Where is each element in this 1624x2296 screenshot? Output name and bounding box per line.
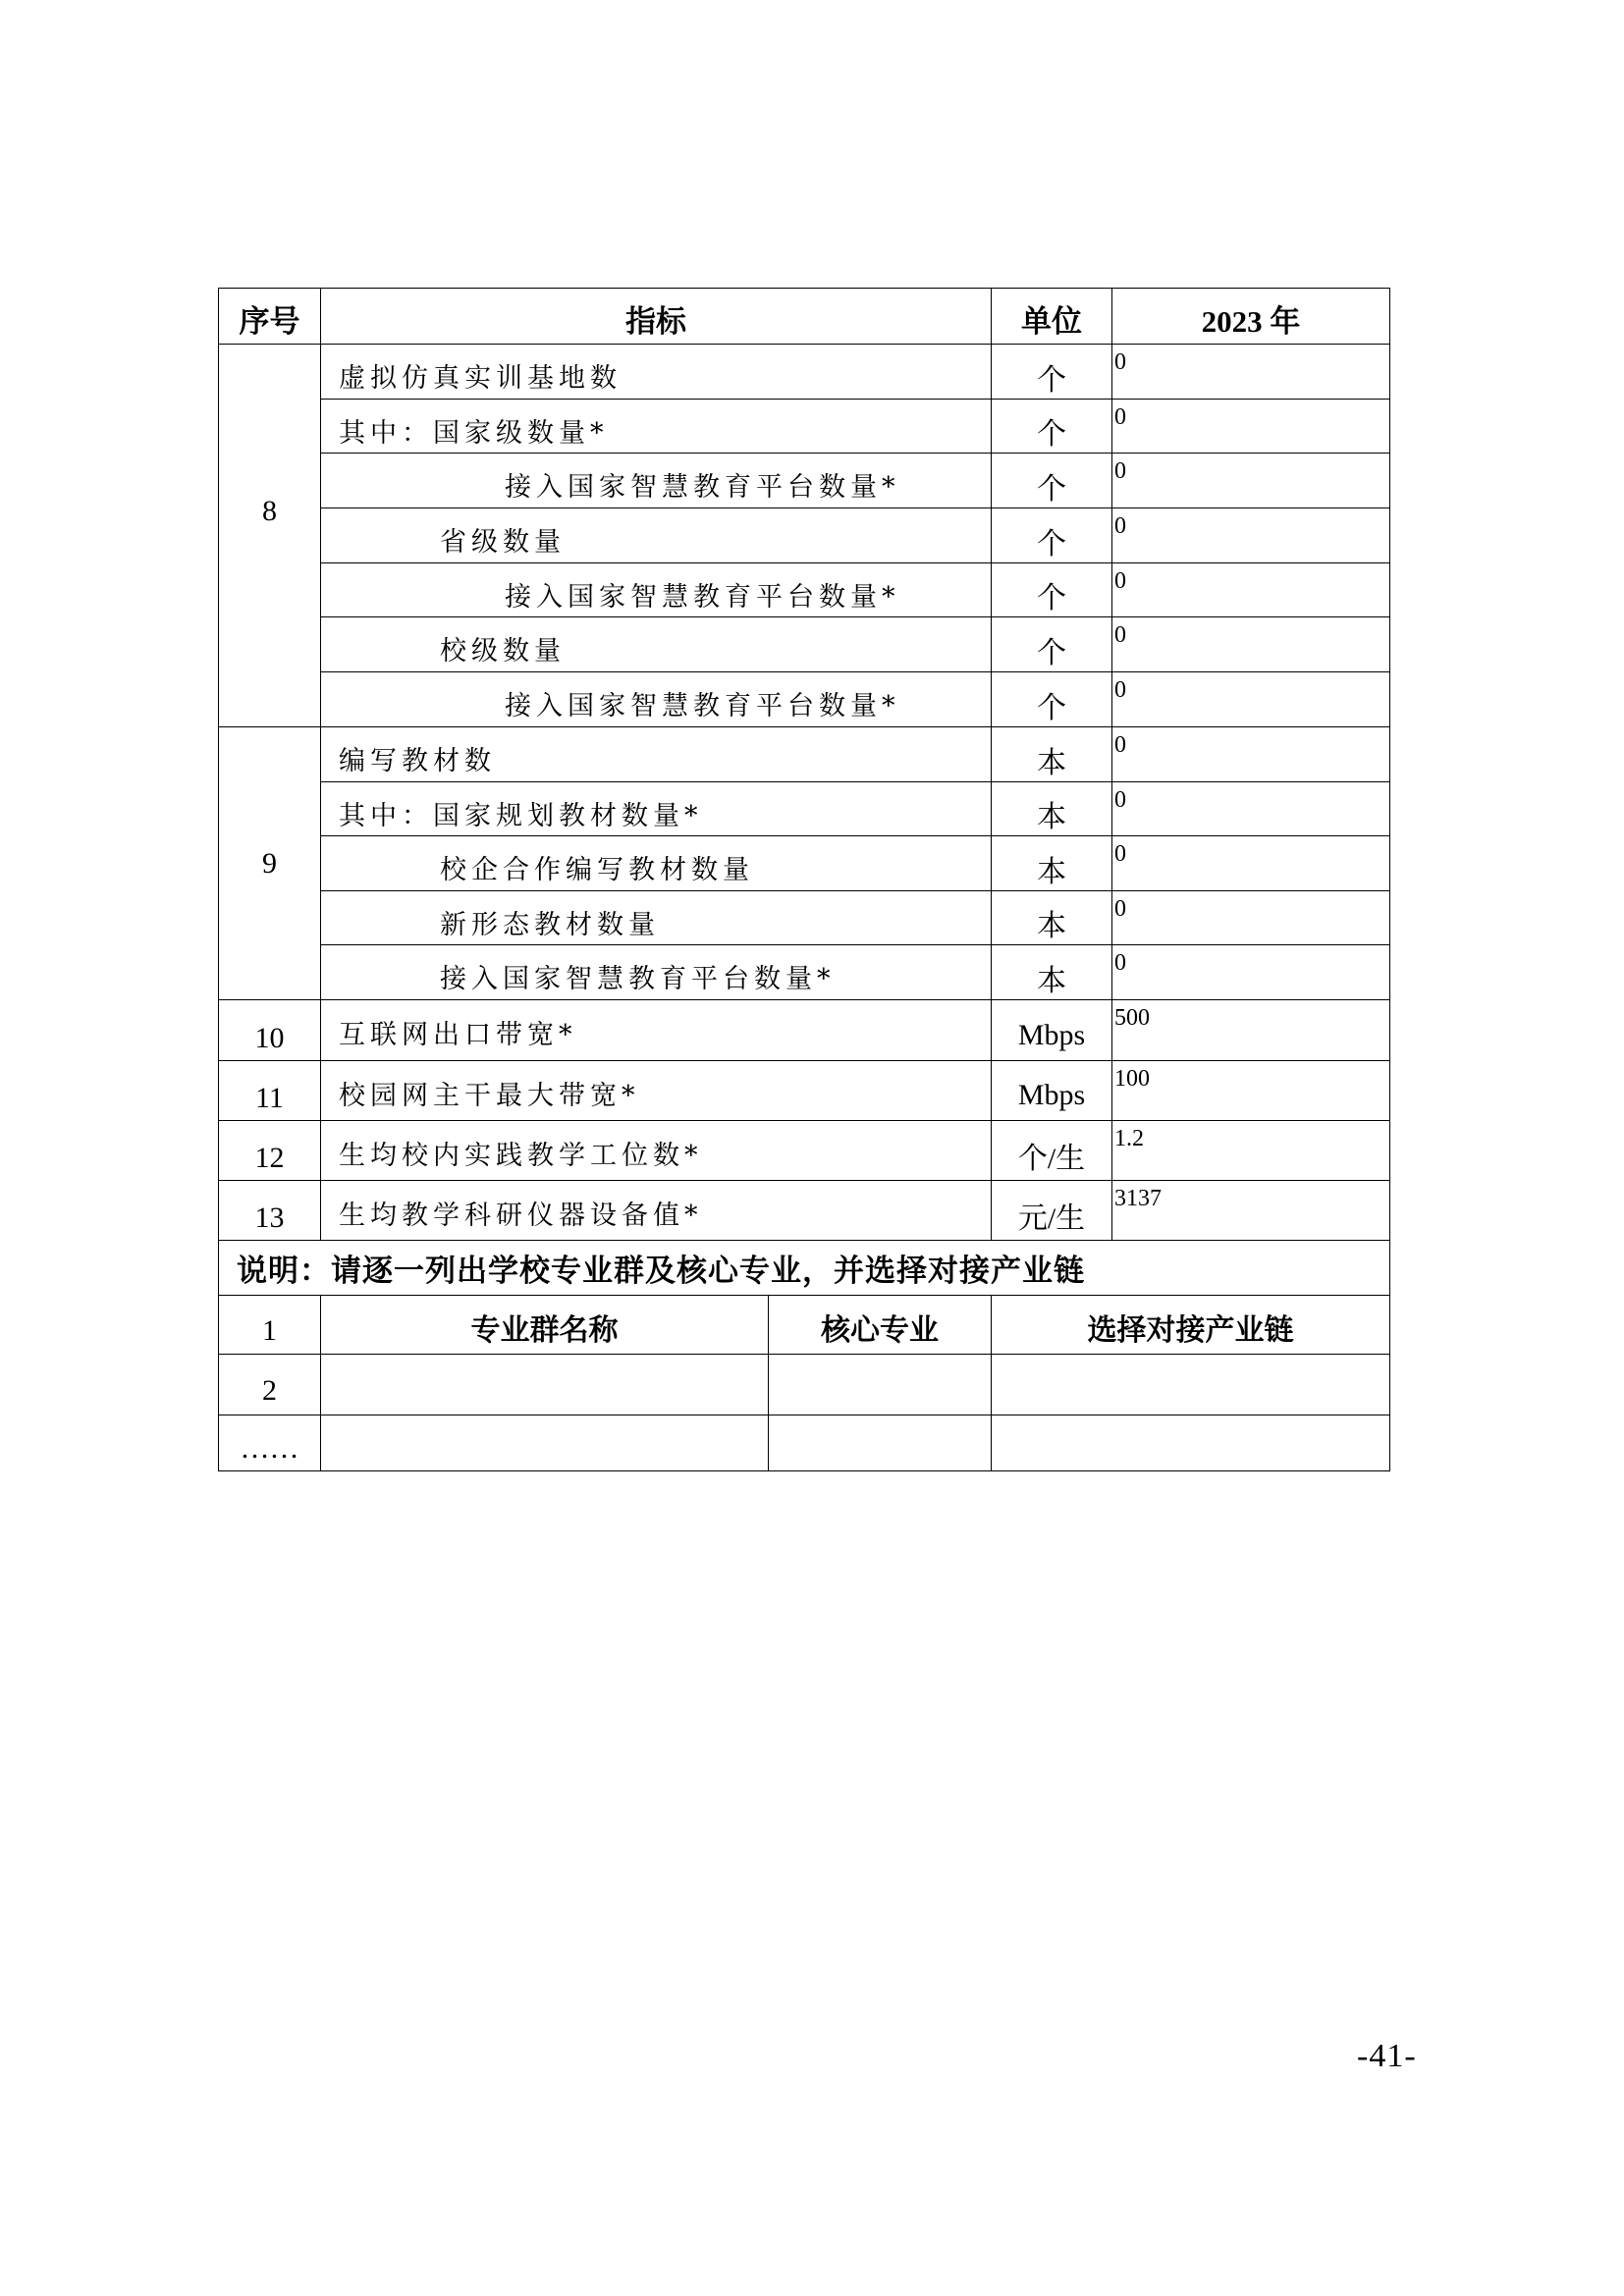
header-no: 序号 bbox=[219, 289, 321, 345]
core-major-cell bbox=[769, 1355, 992, 1415]
value-cell: 100 bbox=[1112, 1061, 1390, 1121]
table-row bbox=[219, 672, 1390, 727]
industry-chain-cell bbox=[992, 1415, 1390, 1471]
value-cell: 0 bbox=[1112, 563, 1390, 617]
table-row bbox=[219, 454, 1390, 508]
unit-cell: 本 bbox=[992, 782, 1112, 836]
unit-cell: 本 bbox=[992, 727, 1112, 782]
table-row bbox=[219, 891, 1390, 945]
table-row bbox=[219, 508, 1390, 563]
subtable-row-no: …… bbox=[219, 1415, 321, 1471]
unit-cell: 元/生 bbox=[992, 1181, 1112, 1241]
subtable-row bbox=[219, 1355, 1390, 1415]
indicator-cell: 编写教材数 bbox=[321, 727, 992, 782]
indicator-cell: 校企合作编写教材数量 bbox=[321, 836, 992, 891]
industry-chain-cell bbox=[992, 1355, 1390, 1415]
indicator-cell: 接入国家智慧教育平台数量* bbox=[321, 454, 992, 508]
value-cell: 3137 bbox=[1112, 1181, 1390, 1241]
unit-cell: Mbps bbox=[992, 1061, 1112, 1121]
indicator-cell: 其中：国家规划教材数量* bbox=[321, 782, 992, 836]
indicator-cell: 互联网出口带宽* bbox=[321, 1000, 992, 1061]
unit-cell: 个 bbox=[992, 672, 1112, 727]
subtable-header-group-name: 专业群名称 bbox=[321, 1296, 769, 1355]
subtable-row-no: 2 bbox=[219, 1355, 321, 1415]
indicator-table bbox=[218, 288, 1390, 1471]
table-row bbox=[219, 836, 1390, 891]
indicator-cell: 生均教学科研仪器设备值* bbox=[321, 1181, 992, 1241]
table-row bbox=[219, 563, 1390, 617]
row-no-cell: 13 bbox=[219, 1181, 321, 1241]
value-cell: 500 bbox=[1112, 1000, 1390, 1061]
unit-cell: 个 bbox=[992, 617, 1112, 672]
indicator-cell: 新形态教材数量 bbox=[321, 891, 992, 945]
row-no-cell: 11 bbox=[219, 1061, 321, 1121]
value-cell: 0 bbox=[1112, 891, 1390, 945]
group-name-cell bbox=[321, 1415, 769, 1471]
table-row bbox=[219, 400, 1390, 454]
value-cell: 0 bbox=[1112, 782, 1390, 836]
unit-cell: 本 bbox=[992, 945, 1112, 1000]
indicator-cell: 生均校内实践教学工位数* bbox=[321, 1121, 992, 1181]
indicator-cell: 接入国家智慧教育平台数量* bbox=[321, 563, 992, 617]
row-no-9: 9 bbox=[219, 727, 321, 1000]
unit-cell: 个 bbox=[992, 400, 1112, 454]
value-cell: 0 bbox=[1112, 672, 1390, 727]
value-cell: 0 bbox=[1112, 727, 1390, 782]
header-unit: 单位 bbox=[992, 289, 1112, 345]
indicator-cell: 其中：国家级数量* bbox=[321, 400, 992, 454]
page-number: -41- bbox=[1357, 2038, 1417, 2074]
row-no-8: 8 bbox=[219, 345, 321, 727]
unit-cell: 个 bbox=[992, 454, 1112, 508]
unit-cell: 个 bbox=[992, 345, 1112, 400]
subtable-header-industry-chain: 选择对接产业链 bbox=[992, 1296, 1390, 1355]
table-row bbox=[219, 617, 1390, 672]
indicator-cell: 校级数量 bbox=[321, 617, 992, 672]
value-cell: 0 bbox=[1112, 454, 1390, 508]
unit-cell: 个 bbox=[992, 563, 1112, 617]
value-cell: 0 bbox=[1112, 345, 1390, 400]
table-row bbox=[219, 1121, 1390, 1181]
core-major-cell bbox=[769, 1415, 992, 1471]
subtable-header-row bbox=[219, 1296, 1390, 1355]
indicator-cell: 省级数量 bbox=[321, 508, 992, 563]
unit-cell: 个/生 bbox=[992, 1121, 1112, 1181]
value-cell: 0 bbox=[1112, 836, 1390, 891]
indicator-cell: 校园网主干最大带宽* bbox=[321, 1061, 992, 1121]
row-no-cell: 12 bbox=[219, 1121, 321, 1181]
unit-cell: 个 bbox=[992, 508, 1112, 563]
table-row bbox=[219, 782, 1390, 836]
value-cell: 0 bbox=[1112, 617, 1390, 672]
value-cell: 0 bbox=[1112, 400, 1390, 454]
indicator-cell: 虚拟仿真实训基地数 bbox=[321, 345, 992, 400]
table-row bbox=[219, 1181, 1390, 1241]
indicator-cell: 接入国家智慧教育平台数量* bbox=[321, 672, 992, 727]
subtable-header-core-major: 核心专业 bbox=[769, 1296, 992, 1355]
unit-cell: 本 bbox=[992, 891, 1112, 945]
header-indicator: 指标 bbox=[321, 289, 992, 345]
value-cell: 1.2 bbox=[1112, 1121, 1390, 1181]
value-cell: 0 bbox=[1112, 508, 1390, 563]
note-row bbox=[219, 1241, 1390, 1296]
indicator-cell: 接入国家智慧教育平台数量* bbox=[321, 945, 992, 1000]
unit-cell: Mbps bbox=[992, 1000, 1112, 1061]
table-row bbox=[219, 345, 1390, 400]
table-row bbox=[219, 727, 1390, 782]
table-row bbox=[219, 1061, 1390, 1121]
row-no-cell: 10 bbox=[219, 1000, 321, 1061]
table-row bbox=[219, 1000, 1390, 1061]
note-text: 说明：请逐一列出学校专业群及核心专业，并选择对接产业链 bbox=[219, 1241, 1390, 1296]
group-name-cell bbox=[321, 1355, 769, 1415]
subtable-header-no: 1 bbox=[219, 1296, 321, 1355]
subtable-row bbox=[219, 1415, 1390, 1471]
table-row bbox=[219, 945, 1390, 1000]
header-row bbox=[219, 289, 1390, 345]
unit-cell: 本 bbox=[992, 836, 1112, 891]
header-year: 2023 年 bbox=[1112, 289, 1390, 345]
value-cell: 0 bbox=[1112, 945, 1390, 1000]
